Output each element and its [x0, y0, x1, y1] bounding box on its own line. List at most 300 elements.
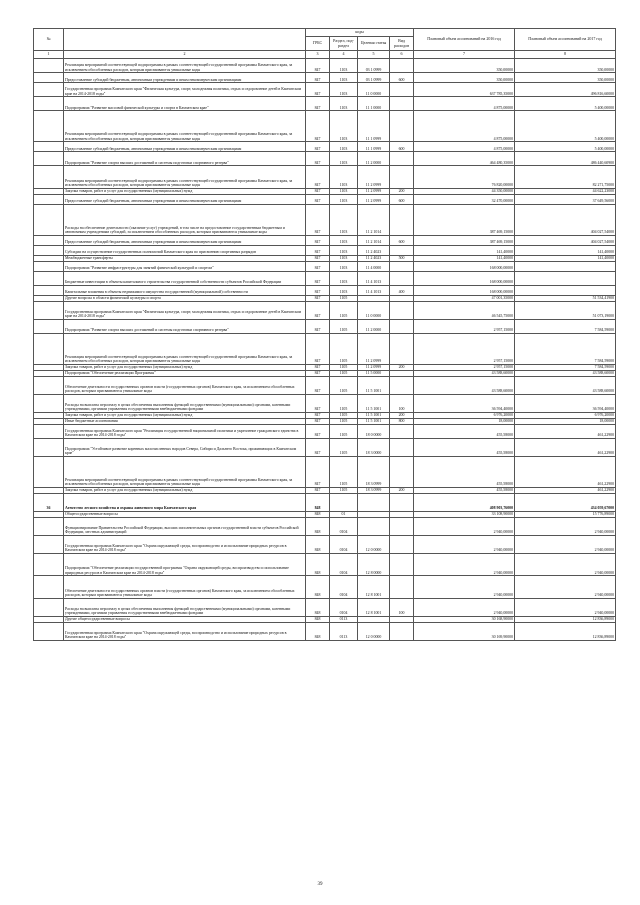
row-razdel: 1105: [330, 456, 358, 487]
row-vid: 600: [390, 194, 414, 204]
row-grbs: 847: [306, 255, 330, 261]
row-csr: 11 2 0000: [358, 152, 390, 166]
header-csr: Целевая статья: [358, 37, 390, 51]
row-name: Подпрограмма "Развитие спорта высших достижений и системы подготовки спортивного резерва": [64, 152, 306, 166]
row-razdel: 1103: [330, 235, 358, 245]
row-name: Агентство лесного хозяйства и охраны животного мира Камчатского края: [64, 493, 306, 511]
row-value-2016: 637 785,35000: [414, 83, 515, 97]
row-value-2017: 7 584,59000: [515, 319, 616, 333]
row-vid: 600: [390, 73, 414, 83]
row-name: Закупка товаров, работ и услуг для государственных (муниципальных) нужд: [64, 364, 306, 370]
header-index: 3: [306, 51, 330, 59]
row-csr: 11 2 0000: [358, 319, 390, 333]
row-number: [34, 333, 64, 364]
row-grbs: 847: [306, 73, 330, 83]
row-name: Государственная программа Камчатского края "Охрана окружающей среды, воспроизводство и использование природных ресурсов в Камчатском крае на 2014-2018 годы": [64, 622, 306, 640]
row-csr: 11 1 0000: [358, 97, 390, 111]
row-csr: 11 1 0999: [358, 111, 390, 142]
row-vid: [390, 456, 414, 487]
row-vid: [390, 204, 414, 235]
row-name: Подпрограмма "Обеспечение реализации государственной программы "Охрана окружающей среды, воспроизводство и использование природных ресурсов в Камчатском крае на 2014-2018 годы": [64, 553, 306, 576]
row-value-2016: 30 169,90000: [414, 622, 515, 640]
row-value-2017: 141,40000: [515, 245, 616, 255]
row-number: [34, 142, 64, 152]
row-razdel: 1103: [330, 285, 358, 295]
row-value-2016: 43 588,60000: [414, 370, 515, 376]
table-row: [34, 394, 616, 412]
row-grbs: 847: [306, 487, 330, 493]
table-row: [34, 376, 616, 394]
row-razdel: 1103: [330, 204, 358, 235]
table-row: [34, 271, 616, 285]
row-vid: [390, 111, 414, 142]
row-number: [34, 394, 64, 412]
row-value-2017: 350,00000: [515, 59, 616, 73]
row-vid: [390, 245, 414, 255]
row-csr: 11 5 1001: [358, 394, 390, 412]
row-name: Расходы на обеспечение деятельности (оказание услуг) учреждений, в том числе на предоставление государственным бюджетным и автономным учреждениям субсидий, за исключением обособленных расходов, которым присваиваются уникальные коды: [64, 204, 306, 235]
row-razdel: 1105: [330, 418, 358, 424]
row-value-2016: 168 000,00000: [414, 261, 515, 271]
row-value-2016: 387 469,15000: [414, 204, 515, 235]
row-vid: [390, 517, 414, 535]
row-vid: 100: [390, 598, 414, 616]
row-name: Реализация мероприятий соответствующей подпрограммы в рамках соответствующей государственной программы Камчатского края, за исключением обособленных расходов, которым присваиваются уникальные коды: [64, 59, 306, 73]
row-name: Бюджетные инвестиции в объекты капитального строительства государственной собственности субъектов Российской Федерации: [64, 271, 306, 285]
row-value-2016: 2 957,15000: [414, 333, 515, 364]
row-value-2016: 141,40000: [414, 255, 515, 261]
row-razdel: 1105: [330, 301, 358, 319]
row-value-2016: 455,58000: [414, 456, 515, 487]
row-value-2017: 43 588,60000: [515, 376, 616, 394]
row-csr: 11 5 1001: [358, 412, 390, 418]
row-csr: 03 1 0999: [358, 73, 390, 83]
row-csr: 11 5 1001: [358, 376, 390, 394]
row-csr: [358, 493, 390, 511]
row-grbs: 847: [306, 204, 330, 235]
row-name: Капитальные вложения в объекты недвижимого имущества государственной (муниципальной) собственности: [64, 285, 306, 295]
header-grbs: ГРБС: [306, 37, 330, 51]
row-value-2017: 5 400,00000: [515, 97, 616, 111]
row-number: [34, 456, 64, 487]
row-grbs: 847: [306, 319, 330, 333]
row-csr: 18 3 0999: [358, 456, 390, 487]
row-grbs: 847: [306, 364, 330, 370]
row-razdel: 1103: [330, 83, 358, 97]
row-razdel: 1103: [330, 188, 358, 194]
row-number: [34, 598, 64, 616]
table-row: [34, 424, 616, 438]
row-csr: 12 8 1001: [358, 598, 390, 616]
table-row: [34, 576, 616, 599]
row-grbs: 847: [306, 142, 330, 152]
row-number: [34, 59, 64, 73]
row-name: Другие общегосударственные вопросы: [64, 616, 306, 622]
row-value-2017: 37 649,56000: [515, 194, 616, 204]
row-value-2017: 461,22900: [515, 424, 616, 438]
header-num: №: [34, 29, 64, 51]
row-grbs: 847: [306, 59, 330, 73]
row-name: Реализация мероприятий соответствующей подпрограммы в рамках соответствующей государственной программы Камчатского края, за исключением обособленных расходов, которым присваиваются уникальные коды: [64, 456, 306, 487]
row-razdel: 1105: [330, 412, 358, 418]
row-vid: [390, 261, 414, 271]
row-name: Обеспечение деятельности государственных органов власти (государственных органов) Камчатского края, за исключением обособленных расходов, которым присваиваются уникальные коды: [64, 376, 306, 394]
table-row: [34, 622, 616, 640]
row-razdel: 0104: [330, 517, 358, 535]
row-number: [34, 553, 64, 576]
row-name: Субсидии на осуществление государственных полномочий Камчатского края по присвоению спортивных разрядов: [64, 245, 306, 255]
row-value-2016: 46 545,75000: [414, 301, 515, 319]
row-csr: 11 2 4023: [358, 255, 390, 261]
row-vid: 800: [390, 418, 414, 424]
row-razdel: 1105: [330, 487, 358, 493]
row-razdel: 1103: [330, 271, 358, 285]
row-value-2016: 44 350,00000: [414, 188, 515, 194]
table-row: [34, 59, 616, 73]
header-index: 8: [515, 51, 616, 59]
header-index: 6: [390, 51, 414, 59]
table-row: [34, 142, 616, 152]
row-value-2016: 2 957,15000: [414, 364, 515, 370]
row-grbs: 847: [306, 166, 330, 189]
row-vid: [390, 424, 414, 438]
table-row: [34, 493, 616, 511]
row-name: Другие вопросы в области физической культуры и спорта: [64, 295, 306, 301]
row-razdel: 0104: [330, 598, 358, 616]
table-row: [34, 598, 616, 616]
table-row: [34, 73, 616, 83]
row-value-2016: 2 940,00000: [414, 598, 515, 616]
row-number: [34, 83, 64, 97]
row-number: [34, 424, 64, 438]
row-value-2016: 2 940,00000: [414, 535, 515, 553]
table-row: [34, 152, 616, 166]
row-value-2017: 141,40000: [515, 255, 616, 261]
row-value-2017: 43 588,60000: [515, 370, 616, 376]
row-value-2016: 464 480,35000: [414, 152, 515, 166]
row-grbs: 847: [306, 261, 330, 271]
row-value-2016: 168 000,00000: [414, 285, 515, 295]
row-number: 36: [34, 493, 64, 511]
row-csr: 03 1 0999: [358, 59, 390, 73]
table-header: [34, 29, 616, 59]
row-grbs: 847: [306, 424, 330, 438]
row-csr: 12 8 1001: [358, 576, 390, 599]
row-value-2017: 404 027,54000: [515, 235, 616, 245]
row-value-2016: 47 001,35000: [414, 295, 515, 301]
row-name: Общегосударственные вопросы: [64, 511, 306, 517]
row-razdel: 1103: [330, 261, 358, 271]
row-razdel: 1105: [330, 376, 358, 394]
row-number: [34, 166, 64, 189]
row-value-2017: 496 816,60000: [515, 83, 616, 97]
header-year-2017: Плановый объем ассигнований на 2017 год: [515, 29, 616, 51]
table-row: [34, 261, 616, 271]
row-grbs: 847: [306, 188, 330, 194]
row-value-2017: [515, 285, 616, 295]
row-grbs: 847: [306, 370, 330, 376]
row-name: Предоставление субсидий бюджетным, автономным учреждениям и иным некоммерческим организациям: [64, 235, 306, 245]
budget-table: [33, 28, 616, 641]
row-value-2016: 350,00000: [414, 73, 515, 83]
row-name: Подпрограмма "Развитие инфраструктуры для занятий физической культурой и спортом": [64, 261, 306, 271]
row-razdel: 1103: [330, 245, 358, 255]
row-number: [34, 73, 64, 83]
row-number: [34, 261, 64, 271]
row-value-2017: 2 940,00000: [515, 517, 616, 535]
row-grbs: 848: [306, 598, 330, 616]
row-grbs: 847: [306, 456, 330, 487]
row-name: Государственная программа Камчатского края "Охрана окружающей среды, воспроизводство и использование природных ресурсов в Камчатском крае на 2014-2018 годы": [64, 535, 306, 553]
row-name: Государственная программа Камчатского края "Реализация государственной национальной политики и укрепление гражданского единства в Камчатском крае на 2014-2018 годы": [64, 424, 306, 438]
row-value-2016: 6 976,20000: [414, 412, 515, 418]
row-razdel: 01: [330, 511, 358, 517]
row-value-2016: 141,40000: [414, 245, 515, 255]
row-value-2016: 168 000,00000: [414, 271, 515, 285]
row-vid: 200: [390, 412, 414, 418]
table-row: [34, 97, 616, 111]
row-razdel: 1105: [330, 295, 358, 301]
row-grbs: 847: [306, 376, 330, 394]
row-csr: 11 2 0999: [358, 333, 390, 364]
row-csr: 11 4 0000: [358, 261, 390, 271]
table-row: [34, 333, 616, 364]
budget-table-page: [33, 28, 615, 641]
row-value-2016: 455,58000: [414, 487, 515, 493]
row-razdel: 1105: [330, 394, 358, 412]
row-vid: [390, 271, 414, 285]
row-value-2016: 43 588,60000: [414, 376, 515, 394]
row-csr: 11 5 1001: [358, 418, 390, 424]
row-value-2016: 2 940,00000: [414, 517, 515, 535]
row-csr: 12 0 0000: [358, 535, 390, 553]
header-index: 1: [34, 51, 64, 59]
row-grbs: 847: [306, 295, 330, 301]
header-index: 4: [330, 51, 358, 59]
row-name: Межбюджетные трансферты: [64, 255, 306, 261]
row-value-2017: 2 940,00000: [515, 535, 616, 553]
row-grbs: 848: [306, 576, 330, 599]
row-grbs: 847: [306, 111, 330, 142]
row-razdel: [330, 493, 358, 511]
table-row: [34, 535, 616, 553]
row-vid: [390, 576, 414, 599]
row-vid: 200: [390, 487, 414, 493]
row-name: Реализация мероприятий соответствующей подпрограммы в рамках соответствующей государственной программы Камчатского края, за исключением обособленных расходов, которым присваиваются уникальные коды: [64, 333, 306, 364]
row-name: Функционирование Правительства Российской Федерации, высших исполнительных органов государственной власти субъектов Российской Федерации, местных администраций: [64, 517, 306, 535]
row-number: [34, 517, 64, 535]
row-razdel: 1105: [330, 333, 358, 364]
row-csr: 11 0 0000: [358, 301, 390, 319]
row-value-2017: 2 940,00000: [515, 576, 616, 599]
row-name: Подпрограмма "Развитие массовой физической культуры и спорта в Камчатском крае": [64, 97, 306, 111]
row-value-2016: 18,00000: [414, 418, 515, 424]
row-number: [34, 576, 64, 599]
row-razdel: 1103: [330, 152, 358, 166]
row-number: [34, 285, 64, 295]
row-csr: 11 2 0999: [358, 188, 390, 194]
row-vid: 600: [390, 235, 414, 245]
table-row: [34, 194, 616, 204]
row-value-2017: 2 940,00000: [515, 553, 616, 576]
row-value-2017: 461,22900: [515, 456, 616, 487]
row-value-2017: [515, 271, 616, 285]
row-value-2017: 486 440,60900: [515, 152, 616, 166]
row-vid: [390, 333, 414, 364]
row-value-2016: 455,58000: [414, 424, 515, 438]
row-csr: 12 8 0000: [358, 553, 390, 576]
row-name: Предоставление субсидий бюджетным, автономным учреждениям и иным некоммерческим организациям: [64, 194, 306, 204]
row-csr: 11 5 0000: [358, 370, 390, 376]
row-value-2016: 4 875,00000: [414, 142, 515, 152]
row-csr: 18 3 0999: [358, 487, 390, 493]
row-vid: 200: [390, 364, 414, 370]
row-name: Реализация мероприятий соответствующей подпрограммы в рамках соответствующей государственной программы Камчатского края, за исключением обособленных расходов, которым присваиваются уникальные коды: [64, 166, 306, 189]
table-row: [34, 553, 616, 576]
row-vid: [390, 493, 414, 511]
row-vid: [390, 535, 414, 553]
table-row: [34, 83, 616, 97]
row-csr: 18 3 0000: [358, 438, 390, 456]
row-razdel: 1103: [330, 194, 358, 204]
row-csr: [358, 517, 390, 535]
row-vid: 600: [390, 142, 414, 152]
row-name: Закупка товаров, работ и услуг для государственных (муниципальных) нужд: [64, 487, 306, 493]
row-grbs: 848: [306, 535, 330, 553]
row-vid: [390, 97, 414, 111]
row-vid: [390, 438, 414, 456]
row-name: Предоставление субсидий бюджетным, автономным учреждениям и иным некоммерческим организациям: [64, 142, 306, 152]
row-csr: 12 0 0000: [358, 622, 390, 640]
row-value-2017: 350,00000: [515, 73, 616, 83]
page-number: 39: [317, 882, 323, 887]
row-vid: [390, 301, 414, 319]
row-number: [34, 235, 64, 245]
row-name: Расходы на выплаты персоналу в целях обеспечения выполнения функций государственными (муниципальными) органами, казенными учреждениями, органами управления государственными внебюджетными фондами: [64, 598, 306, 616]
row-razdel: 1103: [330, 255, 358, 261]
row-grbs: 847: [306, 285, 330, 295]
row-vid: [390, 83, 414, 97]
row-razdel: 1103: [330, 59, 358, 73]
row-razdel: 0104: [330, 576, 358, 599]
row-number: [34, 194, 64, 204]
header-name: [64, 29, 306, 51]
row-grbs: 847: [306, 301, 330, 319]
row-razdel: 0104: [330, 535, 358, 553]
row-value-2017: 82 271,75000: [515, 166, 616, 189]
row-csr: 11 4 1013: [358, 271, 390, 285]
header-vid: Вид расходов: [390, 37, 414, 51]
row-value-2017: 12 836,89000: [515, 622, 616, 640]
row-number: [34, 97, 64, 111]
row-number: [34, 535, 64, 553]
row-grbs: 847: [306, 438, 330, 456]
row-grbs: 847: [306, 152, 330, 166]
row-value-2016: 4 875,00000: [414, 97, 515, 111]
row-value-2016: 408 903,76000: [414, 493, 515, 511]
row-value-2017: [515, 261, 616, 271]
row-number: [34, 271, 64, 285]
header-razdel: Раздел, под-раздел: [330, 37, 358, 51]
table-body: [34, 59, 616, 641]
row-csr: 11 0 0000: [358, 83, 390, 97]
row-csr: 11 2 4023: [358, 245, 390, 255]
row-grbs: 848: [306, 511, 330, 517]
row-grbs: 847: [306, 235, 330, 245]
row-csr: 11 2 0999: [358, 364, 390, 370]
row-value-2017: 461,22900: [515, 438, 616, 456]
row-grbs: 847: [306, 412, 330, 418]
header-index-row: [34, 51, 616, 59]
row-name: Иные бюджетные ассигнования: [64, 418, 306, 424]
row-number: [34, 111, 64, 142]
header-codes: коды: [306, 29, 414, 37]
table-row: [34, 235, 616, 245]
row-razdel: 1105: [330, 364, 358, 370]
row-value-2017: 7 584,59000: [515, 333, 616, 364]
row-name: Расходы на выплаты персоналу в целях обеспечения выполнения функций государственными (муниципальными) органами, казенными учреждениями, органами управления государственными внебюджетными фондами: [64, 394, 306, 412]
header-index: 5: [358, 51, 390, 59]
row-razdel: 1103: [330, 166, 358, 189]
row-name: Государственная программа Камчатского края "Физическая культура, спорт, молодежная политика, отдых и оздоровление детей в Камчатском крае на 2014-2018 годы": [64, 301, 306, 319]
row-vid: 200: [390, 188, 414, 194]
row-razdel: 1103: [330, 111, 358, 142]
table-row: [34, 456, 616, 487]
row-value-2017: 404 027,54000: [515, 204, 616, 235]
row-value-2016: 387 469,15000: [414, 235, 515, 245]
row-razdel: 1103: [330, 97, 358, 111]
row-number: [34, 152, 64, 166]
row-value-2016: 32 470,00000: [414, 194, 515, 204]
row-vid: 400: [390, 285, 414, 295]
row-vid: [390, 166, 414, 189]
row-value-2017: 44 622,23000: [515, 188, 616, 194]
row-number: [34, 319, 64, 333]
row-value-2017: 7 584,59000: [515, 364, 616, 370]
row-value-2017: 6 976,20000: [515, 412, 616, 418]
table-row: [34, 301, 616, 319]
row-name: Закупка товаров, работ и услуг для государственных (муниципальных) нужд: [64, 412, 306, 418]
row-name: Государственная программа Камчатского края "Физическая культура, спорт, молодежная политика, отдых и оздоровление детей в Камчатском крае на 2014-2018 годы": [64, 83, 306, 97]
row-razdel: 1105: [330, 319, 358, 333]
row-csr: 18 0 0000: [358, 424, 390, 438]
row-number: [34, 204, 64, 235]
header-year-2016: Плановый объем ассигнований на 2016 год: [414, 29, 515, 51]
row-number: [34, 622, 64, 640]
row-value-2016: 350,00000: [414, 59, 515, 73]
row-value-2016: 76 820,00000: [414, 166, 515, 189]
row-csr: 11 4 1013: [358, 285, 390, 295]
row-grbs: 847: [306, 97, 330, 111]
row-grbs: 848: [306, 616, 330, 622]
row-csr: 11 2 0999: [358, 166, 390, 189]
row-vid: 500: [390, 255, 414, 261]
row-grbs: 847: [306, 394, 330, 412]
row-value-2017: 15 776,89000: [515, 511, 616, 517]
row-name: Подпрограмма "Развитие спорта высших достижений и системы подготовки спортивного резерва": [64, 319, 306, 333]
row-name: Реализация мероприятий соответствующей подпрограммы в рамках соответствующей государственной программы Камчатского края, за исключением обособленных расходов, которым присваиваются уникальные коды: [64, 111, 306, 142]
row-value-2017: 18,00000: [515, 418, 616, 424]
row-value-2017: 5 400,00000: [515, 142, 616, 152]
row-value-2017: 51 073,19000: [515, 301, 616, 319]
table-row: [34, 319, 616, 333]
row-value-2016: 2 940,00000: [414, 576, 515, 599]
row-grbs: 847: [306, 83, 330, 97]
row-vid: [390, 152, 414, 166]
table-row: [34, 438, 616, 456]
row-name: Подпрограмма "Устойчивое развитие коренных малочисленных народов Севера, Сибири и Дальнего Востока, проживающих в Камчатском крае": [64, 438, 306, 456]
row-value-2016: 2 940,00000: [414, 553, 515, 576]
